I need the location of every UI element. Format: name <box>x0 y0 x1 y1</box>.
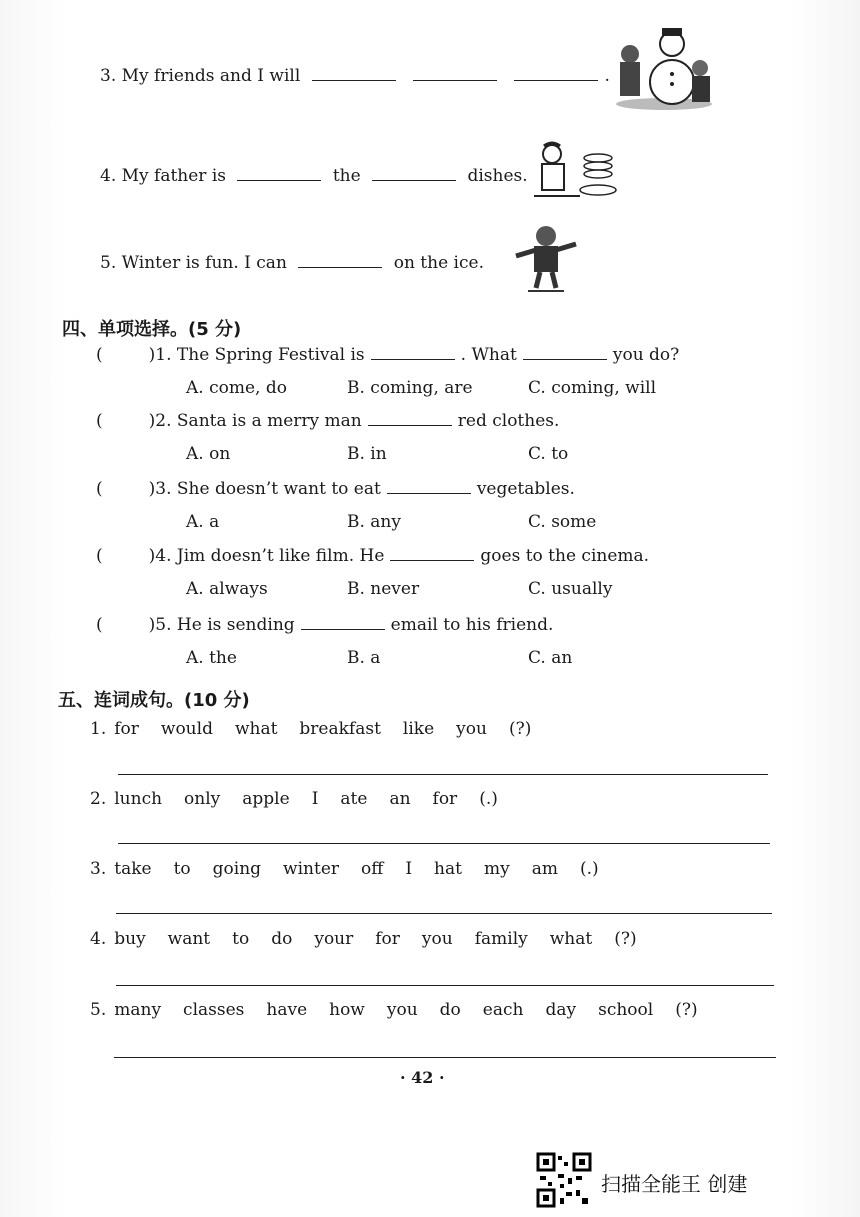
scrambled-word: to <box>232 929 250 949</box>
scrambled-word: lunch <box>114 789 163 809</box>
blank[interactable] <box>390 559 474 561</box>
scrambled-word: an <box>389 789 411 809</box>
item-number: 1. <box>90 719 107 739</box>
answer-line[interactable] <box>114 1057 776 1058</box>
scrambled-word: I <box>405 859 413 879</box>
option-a[interactable]: A. the <box>186 648 237 668</box>
s3-q5-post: on the ice. <box>393 253 484 273</box>
word-order-item-1 <box>90 719 553 739</box>
item-number: 5. <box>90 1000 107 1020</box>
scrambled-word: day <box>545 1000 577 1020</box>
section-4-title: 四、单项选择。(5 分) <box>62 319 242 340</box>
s3-q4-post: dishes. <box>467 166 528 186</box>
question-text-end: you do? <box>612 345 680 365</box>
question-text: The Spring Festival is <box>176 345 365 365</box>
scrambled-word: want <box>167 929 211 949</box>
scrambled-word: take <box>114 859 152 879</box>
item-number: 4. <box>90 929 107 949</box>
scrambled-word: each <box>482 1000 524 1020</box>
s3-q3-period: . <box>604 66 610 86</box>
question-text: He is sending <box>176 615 295 635</box>
scrambled-word: have <box>266 1000 308 1020</box>
answer-line[interactable] <box>118 774 768 775</box>
question-text: Santa is a merry man <box>176 411 362 431</box>
scrambled-word: you <box>421 929 453 949</box>
scrambled-word: (?) <box>508 719 532 739</box>
blank[interactable] <box>413 79 497 81</box>
scrambled-word: ate <box>340 789 368 809</box>
scrambled-word: for <box>432 789 458 809</box>
scrambled-word: many <box>114 1000 162 1020</box>
question-text: Jim doesn’t like film. He <box>176 546 385 566</box>
mc-question-2 <box>96 411 559 431</box>
scrambled-word: my <box>483 859 510 879</box>
option-c[interactable]: C. coming, will <box>528 378 657 398</box>
answer-paren-open[interactable]: ( <box>96 479 103 499</box>
blank[interactable] <box>298 266 382 268</box>
option-c[interactable]: C. to <box>528 444 569 464</box>
scrambled-word: would <box>160 719 213 739</box>
s3-q4-mid: the <box>332 166 361 186</box>
scrambled-word: what <box>234 719 278 739</box>
scrambled-word: (?) <box>614 929 637 949</box>
s3-question-3 <box>100 66 610 86</box>
item-number: 2. <box>90 789 107 809</box>
mc-question-3 <box>96 479 575 499</box>
section-5-title: 五、连词成句。(10 分) <box>58 690 250 711</box>
question-text-end: email to his friend. <box>390 615 554 635</box>
scrambled-word: what <box>549 929 593 949</box>
mc-question-5 <box>96 615 553 635</box>
blank[interactable] <box>237 179 321 181</box>
answer-line[interactable] <box>116 913 772 914</box>
s3-q3-text: 3. My friends and I will <box>100 66 301 86</box>
answer-line[interactable] <box>118 843 770 844</box>
question-text: She doesn’t want to eat <box>176 479 381 499</box>
option-b[interactable]: B. never <box>347 579 420 599</box>
blank[interactable] <box>523 358 607 360</box>
word-order-item-3 <box>90 859 621 879</box>
scrambled-word: (?) <box>675 1000 698 1020</box>
answer-paren-open[interactable]: ( <box>96 615 103 635</box>
option-c[interactable]: C. usually <box>528 579 613 599</box>
answer-paren-open[interactable]: ( <box>96 546 103 566</box>
question-number: )5. <box>148 615 172 635</box>
snowman-picture <box>612 24 714 116</box>
option-c[interactable]: C. an <box>528 648 573 668</box>
scrambled-word: buy <box>114 929 146 949</box>
blank[interactable] <box>514 79 598 81</box>
s3-q5-text: 5. Winter is fun. I can <box>100 253 287 273</box>
scrambled-word: do <box>439 1000 461 1020</box>
scrambled-word: am <box>531 859 558 879</box>
scrambled-word: I <box>311 789 319 809</box>
scrambled-word: for <box>114 719 139 739</box>
scrambled-word: like <box>402 719 435 739</box>
s3-question-4 <box>100 166 528 186</box>
blank[interactable] <box>301 628 385 630</box>
scrambled-word: (.) <box>579 859 599 879</box>
word-order-item-2 <box>90 789 520 809</box>
question-text-end: goes to the cinema. <box>480 546 650 566</box>
scrambled-word: you <box>386 1000 418 1020</box>
s3-question-5 <box>100 253 484 273</box>
scrambled-word: do <box>271 929 293 949</box>
scrambled-word: classes <box>183 1000 245 1020</box>
scrambled-word: going <box>212 859 262 879</box>
option-a[interactable]: A. always <box>186 579 268 599</box>
option-c[interactable]: C. some <box>528 512 597 532</box>
question-text-mid: . What <box>460 345 517 365</box>
option-a[interactable]: A. a <box>186 512 220 532</box>
scanner-watermark-text: 扫描全能王 创建 <box>601 1172 748 1196</box>
scrambled-word: off <box>361 859 384 879</box>
scrambled-word: apple <box>242 789 290 809</box>
option-a[interactable]: A. come, do <box>186 378 287 398</box>
question-number: )3. <box>148 479 172 499</box>
option-b[interactable]: B. any <box>347 512 401 532</box>
scrambled-word: hat <box>434 859 462 879</box>
answer-paren-open[interactable]: ( <box>96 345 103 365</box>
question-text-end: red clothes. <box>457 411 560 431</box>
word-order-item-4 <box>90 929 659 949</box>
option-b[interactable]: B. in <box>347 444 387 464</box>
option-b[interactable]: B. coming, are <box>347 378 473 398</box>
option-b[interactable]: B. a <box>347 648 381 668</box>
blank[interactable] <box>371 358 455 360</box>
washing-dishes-picture <box>530 140 622 206</box>
blank[interactable] <box>387 492 471 494</box>
blank[interactable] <box>312 79 396 81</box>
scrambled-word: how <box>329 1000 365 1020</box>
scrambled-word: for <box>375 929 400 949</box>
answer-line[interactable] <box>116 985 774 986</box>
scrambled-word: school <box>598 1000 654 1020</box>
question-number: )2. <box>148 411 172 431</box>
scrambled-word: your <box>314 929 354 949</box>
word-order-item-5 <box>90 1000 720 1020</box>
scrambled-word: only <box>184 789 221 809</box>
scrambled-word: (.) <box>479 789 498 809</box>
blank[interactable] <box>368 424 452 426</box>
item-number: 3. <box>90 859 107 879</box>
page-number: · 42 · <box>400 1068 445 1087</box>
scrambled-word: breakfast <box>299 719 381 739</box>
question-number: )4. <box>148 546 172 566</box>
scrambled-word: to <box>173 859 191 879</box>
skating-boy-picture <box>514 222 580 294</box>
question-number: )1. <box>148 345 172 365</box>
s3-q4-text: 4. My father is <box>100 166 226 186</box>
blank[interactable] <box>372 179 456 181</box>
mc-question-1 <box>96 345 679 365</box>
scrambled-word: family <box>474 929 528 949</box>
answer-paren-open[interactable]: ( <box>96 411 103 431</box>
qr-code-icon <box>536 1152 592 1208</box>
scrambled-word: you <box>456 719 487 739</box>
option-a[interactable]: A. on <box>186 444 231 464</box>
scrambled-word: winter <box>283 859 340 879</box>
mc-question-4 <box>96 546 649 566</box>
question-text-end: vegetables. <box>476 479 575 499</box>
